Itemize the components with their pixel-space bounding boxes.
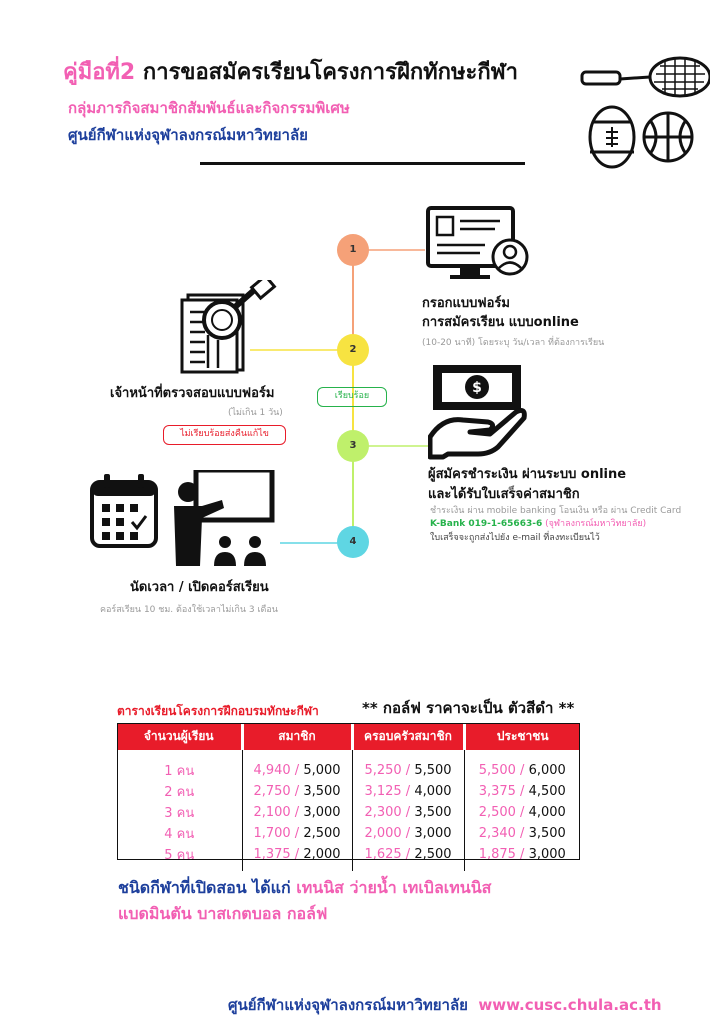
subtitle-center: ศูนย์กีฬาแห่งจุฬาลงกรณ์มหาวิทยาลัย [68, 126, 308, 144]
cell-family: 3,125 / 4,000 [352, 781, 464, 802]
calendar-icon [92, 474, 156, 546]
cell-people: 4 คน [164, 827, 195, 842]
svg-text:$: $ [472, 380, 482, 396]
table-border [117, 723, 580, 860]
table-title: ตารางเรียนโครงการฝึกอบรมทักษะกีฬา [117, 704, 319, 718]
sports-icons [580, 52, 710, 172]
cell-family: 5,250 / 5,500 [352, 750, 464, 781]
footer-url-link[interactable]: www.cusc.chula.ac.th [478, 996, 662, 1014]
cell-people: 5 คน [164, 848, 195, 863]
cell-family: 1,625 / 2,500 [352, 844, 464, 871]
step-3-circle: 3 [337, 430, 369, 462]
header-people: จำนวนผู้เรียน [117, 723, 242, 750]
step-2-title: เจ้าหน้าที่ตรวจสอบแบบฟอร์ม [110, 386, 275, 401]
cell-public: 3,375 / 4,500 [464, 781, 580, 802]
cell-member: 4,940 / 5,000 [242, 750, 352, 781]
cell-public: 5,500 / 6,000 [464, 750, 580, 781]
cell-public: 2,500 / 4,000 [464, 802, 580, 823]
step-1-title-line2: การสมัครเรียน แบบonline [422, 315, 579, 330]
cell-member: 2,750 / 3,500 [242, 781, 352, 802]
bank-name: (จุฬาลงกรณ์มหาวิทยาลัย) [542, 519, 647, 529]
calendar-teacher-icon [90, 470, 280, 570]
title-main: การขอสมัครเรียนโครงการฝึกทักษะกีฬา [135, 60, 519, 85]
step-1-title-line1: กรอกแบบฟอร์ม [422, 296, 510, 311]
cell-people: 3 คน [164, 806, 195, 821]
footer-center: ศูนย์กีฬาแห่งจุฬาลงกรณ์มหาวิทยาลัย [228, 996, 468, 1014]
teacher-icon [174, 470, 272, 566]
step-1-circle: 1 [337, 234, 369, 266]
document-search-icon [180, 280, 280, 375]
header-member: สมาชิก [242, 723, 352, 750]
step-1-note: (10-20 นาที) โดยระบุ วัน/เวลา ที่ต้องการเรียน [422, 338, 605, 348]
golf-note: ** กอล์ฟ ราคาจะเป็น ตัวสีดำ ** [362, 699, 575, 717]
step-2-note: (ไม่เกิน 1 วัน) [228, 408, 283, 418]
computer-form-icon [425, 205, 530, 285]
cell-public: 1,875 / 3,000 [464, 844, 580, 871]
step-4-title: นัดเวลา / เปิดคอร์สเรียน [130, 580, 269, 595]
cell-public: 2,340 / 3,500 [464, 823, 580, 844]
sports-line1 [118, 876, 491, 901]
cell-member: 2,100 / 3,000 [242, 802, 352, 823]
tennis-racket-icon [582, 58, 710, 96]
cell-member: 1,375 / 2,000 [242, 844, 352, 871]
cell-family: 2,000 / 3,000 [352, 823, 464, 844]
sports-list-1: เทนนิส ว่ายน้ำ เทเบิลเทนนิส [296, 878, 492, 897]
cell-people: 1 คน [164, 764, 195, 779]
footer [228, 993, 662, 1017]
receipt-note: ใบเสร็จจะถูกส่งไปยัง e-mail ที่ลงทะเบียนไว้ [430, 533, 600, 543]
page-title [63, 54, 518, 89]
rugby-ball-icon [590, 107, 634, 167]
hand-money-icon [428, 362, 528, 462]
cell-member: 1,700 / 2,500 [242, 823, 352, 844]
header-family: ครอบครัวสมาชิก [352, 723, 464, 750]
step-4-circle: 4 [337, 526, 369, 558]
cell-people: 2 คน [164, 785, 195, 800]
title-prefix: คู่มือที่2 [63, 60, 136, 85]
subtitle-group: กลุ่มภารกิจสมาชิกสัมพันธ์และกิจกรรมพิเศษ [68, 99, 350, 117]
basketball-icon [644, 113, 692, 161]
sports-list-2: แบดมินตัน บาสเกตบอล กอล์ฟ [118, 904, 328, 923]
cell-family: 2,300 / 3,500 [352, 802, 464, 823]
step-2-circle: 2 [337, 334, 369, 366]
not-ok-badge: ไม่เรียบร้อยส่งคืนแก้ไข [163, 425, 286, 445]
step-3-note: ชำระเงิน ผ่าน mobile banking โอนเงิน หรือ ผ่าน Credit Card [430, 506, 682, 516]
bank-account [430, 516, 646, 530]
step-4-note: คอร์สเรียน 10 ชม. ต้องใช้เวลาไม่เกิน 3 เดือน [100, 605, 278, 615]
ok-badge: เรียบร้อย [317, 387, 387, 407]
bank-number: K-Bank 019-1-65663-6 [430, 519, 543, 529]
step-3-title-line2: และได้รับใบเสร็จค่าสมาชิก [428, 487, 580, 502]
header-divider [200, 162, 525, 165]
step-3-title-line1: ผู้สมัครชำระเงิน ผ่านระบบ online [428, 467, 627, 482]
header-public: ประชาชน [464, 723, 580, 750]
sports-intro: ชนิดกีฬาที่เปิดสอน ได้แก่ [118, 878, 297, 897]
